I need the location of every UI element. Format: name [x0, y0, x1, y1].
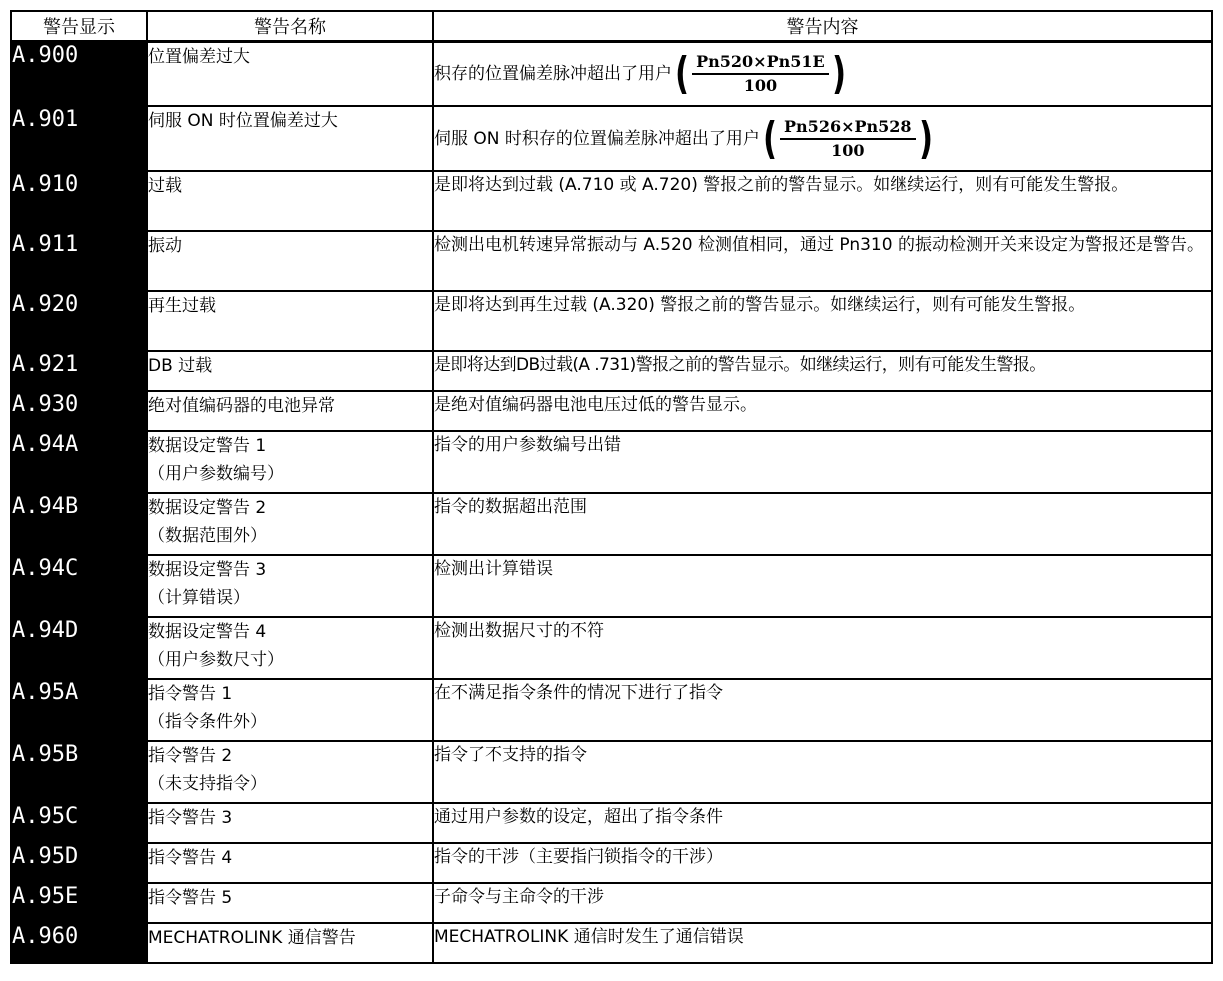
- alarm-name-line1: 数据设定警告 3: [148, 560, 267, 580]
- alarm-content: 是即将达到DB过载(A .731)警报之前的警告显示。如继续运行，则有可能发生警报。: [433, 351, 1212, 391]
- alarm-code: A.900: [11, 41, 147, 106]
- alarm-name: 指令警告 3: [147, 803, 433, 843]
- alarm-content: [433, 106, 1212, 171]
- alarm-content: MECHATROLINK 通信时发生了通信错误: [433, 923, 1212, 963]
- alarm-code: A.95E: [11, 883, 147, 923]
- alarm-content: 指令了不支持的指令: [433, 741, 1212, 803]
- formula: ( $\frac{Pn520\times Pn51E}{100}$ ): [675, 47, 846, 99]
- table-row: [11, 843, 1212, 883]
- table-row: [11, 391, 1212, 431]
- alarm-content: 检测出数据尺寸的不符: [433, 617, 1212, 679]
- alarm-name-line1: 指令警告 2: [148, 746, 233, 766]
- table-row: [11, 803, 1212, 843]
- alarm-name: [147, 493, 433, 555]
- alarm-content: 在不满足指令条件的情况下进行了指令: [433, 679, 1212, 741]
- alarm-name: [147, 617, 433, 679]
- alarm-code: A.911: [11, 231, 147, 291]
- alarm-code: A.94A: [11, 431, 147, 493]
- formula-numerator: Pn526×Pn528: [780, 117, 916, 140]
- alarm-code: A.901: [11, 106, 147, 171]
- alarm-content: 指令的用户参数编号出错: [433, 431, 1212, 493]
- alarm-name-line2: （用户参数编号）: [148, 464, 284, 484]
- alarm-content: 子命令与主命令的干涉: [433, 883, 1212, 923]
- alarm-name-line1: 数据设定警告 2: [148, 498, 267, 518]
- alarm-name-line2: （计算错误）: [148, 588, 250, 608]
- table-row: [11, 291, 1212, 351]
- alarm-name: 指令警告 4: [147, 843, 433, 883]
- alarm-name: 过载: [147, 171, 433, 231]
- alarm-content: 是即将达到过载 (A.710 或 A.720) 警报之前的警告显示。如继续运行，则有可能发生警报。: [433, 171, 1212, 231]
- alarm-name: [147, 679, 433, 741]
- alarm-content: [433, 41, 1212, 106]
- table-row: [11, 617, 1212, 679]
- alarm-name-line1: 指令警告 1: [148, 684, 233, 704]
- alarm-name-line2: （未支持指令）: [148, 774, 267, 794]
- alarm-table: [10, 10, 1213, 964]
- table-row: [11, 923, 1212, 963]
- table-row: [11, 493, 1212, 555]
- alarm-name: 伺服 ON 时位置偏差过大: [147, 106, 433, 171]
- alarm-code: A.930: [11, 391, 147, 431]
- header-code: 警告显示: [11, 11, 147, 41]
- header-name: 警告名称: [147, 11, 433, 41]
- alarm-name: MECHATROLINK 通信警告: [147, 923, 433, 963]
- alarm-code: A.94D: [11, 617, 147, 679]
- alarm-name: [147, 555, 433, 617]
- alarm-name-line2: （用户参数尺寸）: [148, 650, 284, 670]
- table-row: [11, 106, 1212, 171]
- alarm-code: A.960: [11, 923, 147, 963]
- formula: ( $\frac{Pn526\times Pn528}{100}$ ): [762, 112, 933, 164]
- alarm-code: A.95B: [11, 741, 147, 803]
- alarm-name-line2: （指令条件外）: [148, 712, 267, 732]
- table-row: [11, 431, 1212, 493]
- table-row: [11, 231, 1212, 291]
- alarm-content: 检测出计算错误: [433, 555, 1212, 617]
- alarm-content: 指令的数据超出范围: [433, 493, 1212, 555]
- table-row: [11, 555, 1212, 617]
- table-row: [11, 41, 1212, 106]
- table-header-row: [11, 11, 1212, 41]
- alarm-name: 位置偏差过大: [147, 41, 433, 106]
- formula-numerator: Pn520×Pn51E: [692, 52, 829, 75]
- table-row: [11, 351, 1212, 391]
- alarm-code: A.95D: [11, 843, 147, 883]
- alarm-name: 绝对值编码器的电池异常: [147, 391, 433, 431]
- alarm-name: DB 过载: [147, 351, 433, 391]
- alarm-code: A.95A: [11, 679, 147, 741]
- alarm-content: 是即将达到再生过载 (A.320) 警报之前的警告显示。如继续运行，则有可能发生警报。: [433, 291, 1212, 351]
- alarm-name-line2: （数据范围外）: [148, 526, 267, 546]
- alarm-code: A.95C: [11, 803, 147, 843]
- alarm-code: A.920: [11, 291, 147, 351]
- alarm-name: [147, 741, 433, 803]
- alarm-code: A.94B: [11, 493, 147, 555]
- alarm-name: 指令警告 5: [147, 883, 433, 923]
- alarm-code: A.921: [11, 351, 147, 391]
- table-row: [11, 679, 1212, 741]
- table-row: [11, 741, 1212, 803]
- alarm-name: 再生过载: [147, 291, 433, 351]
- alarm-name: 振动: [147, 231, 433, 291]
- alarm-name-line1: 数据设定警告 4: [148, 622, 267, 642]
- alarm-content: 检测出电机转速异常振动与 A.520 检测值相同，通过 Pn310 的振动检测开关来设定为警报还是警告。: [433, 231, 1212, 291]
- table-row: [11, 171, 1212, 231]
- alarm-content-text: 伺服 ON 时积存的位置偏差脉冲超出了用户: [434, 128, 760, 149]
- alarm-name-line1: 数据设定警告 1: [148, 436, 267, 456]
- formula-denominator: 100: [743, 75, 778, 95]
- alarm-content-text: 积存的位置偏差脉冲超出了用户: [434, 63, 672, 84]
- alarm-content: 指令的干涉（主要指闩锁指令的干涉）: [433, 843, 1212, 883]
- alarm-code: A.910: [11, 171, 147, 231]
- header-content: 警告内容: [433, 11, 1212, 41]
- alarm-name: [147, 431, 433, 493]
- formula-denominator: 100: [831, 140, 865, 160]
- alarm-code: A.94C: [11, 555, 147, 617]
- alarm-content: 是绝对值编码器电池电压过低的警告显示。: [433, 391, 1212, 431]
- table-row: [11, 883, 1212, 923]
- alarm-content: 通过用户参数的设定，超出了指令条件: [433, 803, 1212, 843]
